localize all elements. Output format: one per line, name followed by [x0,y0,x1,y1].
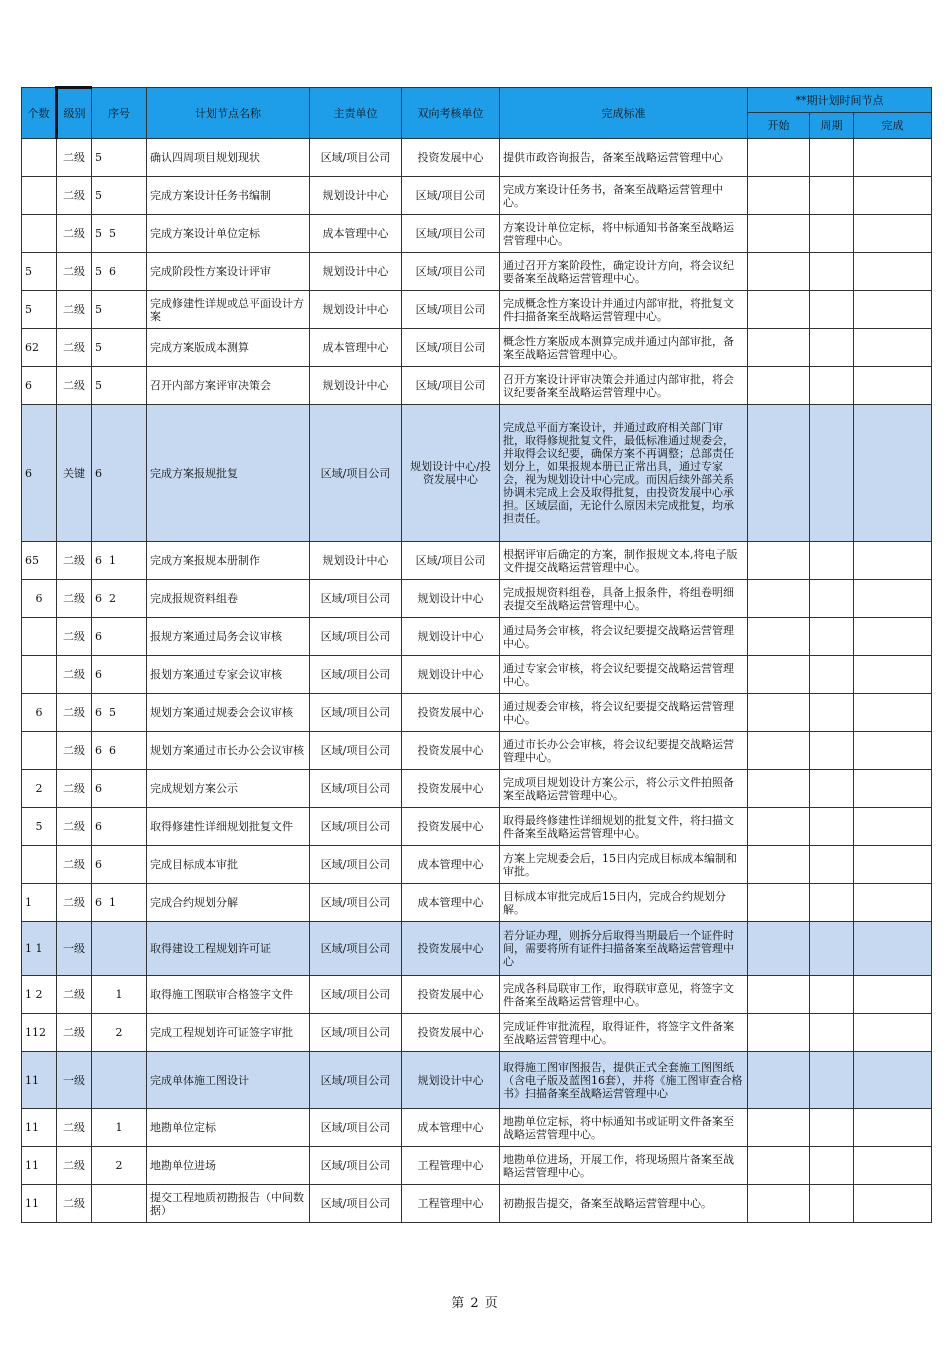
cell-evaluator: 投资发展中心 [402,1014,500,1052]
cell-finish [854,884,932,922]
cell-evaluator: 投资发展中心 [402,139,500,177]
table-row [22,808,932,846]
cell-evaluator: 工程管理中心 [402,1147,500,1185]
cell-evaluator: 区域/项目公司 [402,291,500,329]
cell-cycle [810,139,854,177]
cell-seq: 6 1 [92,884,147,922]
cell-finish [854,253,932,291]
cell-count [22,846,57,884]
plan-node-table [21,86,932,1223]
cell-seq [92,1185,147,1223]
table-row [22,976,932,1014]
cell-node-name: 取得施工图联审合格签字文件 [147,976,310,1014]
cell-cycle [810,405,854,542]
header-standard: 完成标准 [500,88,748,139]
cell-node-name: 取得修建性详细规划批复文件 [147,808,310,846]
cell-count: 2 [22,770,57,808]
cell-cycle [810,1185,854,1223]
cell-evaluator: 投资发展中心 [402,694,500,732]
cell-finish [854,922,932,976]
cell-responsible: 区域/项目公司 [310,922,402,976]
header-finish: 完成 [854,113,932,139]
cell-level: 二级 [57,367,92,405]
cell-node-name: 召开内部方案评审决策会 [147,367,310,405]
cell-node-name: 完成方案版成本测算 [147,329,310,367]
cell-finish [854,1185,932,1223]
cell-evaluator: 投资发展中心 [402,808,500,846]
cell-finish [854,1014,932,1052]
cell-seq: 5 6 [92,253,147,291]
cell-seq: 5 [92,367,147,405]
table-row [22,922,932,976]
table-row [22,846,932,884]
table-row [22,694,932,732]
table-row [22,291,932,329]
cell-standard: 完成项目规划设计方案公示，将公示文件拍照备案至战略运营管理中心。 [500,770,748,808]
cell-count [22,215,57,253]
cell-responsible: 区域/项目公司 [310,405,402,542]
cell-level: 二级 [57,884,92,922]
cell-evaluator: 投资发展中心 [402,770,500,808]
cell-cycle [810,542,854,580]
cell-count [22,618,57,656]
cell-count: 5 [22,808,57,846]
table-row [22,618,932,656]
cell-standard: 提供市政咨询报告，备案至战略运营管理中心 [500,139,748,177]
cell-count: 11 [22,1109,57,1147]
table-row [22,215,932,253]
cell-count: 6 [22,367,57,405]
cell-seq: 5 [92,329,147,367]
header-seq: 序号 [92,88,147,139]
cell-cycle [810,846,854,884]
cell-standard: 根据评审后确定的方案，制作报规文本,将电子版文件提交战略运营管理中心。 [500,542,748,580]
cell-node-name: 完成方案设计单位定标 [147,215,310,253]
cell-count [22,732,57,770]
cell-count: 6 [22,405,57,542]
cell-standard: 取得施工图审图报告，提供正式全套施工图图纸（含电子版及蓝图16套），并将《施工图审查合格书》扫描备案至战略运营管理中心 [500,1052,748,1109]
cell-level: 二级 [57,1014,92,1052]
cell-cycle [810,215,854,253]
cell-finish [854,291,932,329]
cell-node-name: 完成方案报规本册制作 [147,542,310,580]
cell-responsible: 区域/项目公司 [310,976,402,1014]
cell-start [748,1147,810,1185]
table-row [22,732,932,770]
cell-count: 112 [22,1014,57,1052]
cell-finish [854,405,932,542]
cell-seq: 2 [92,1014,147,1052]
cell-standard: 通过市长办公会审核，将会议纪要提交战略运营管理中心。 [500,732,748,770]
cell-seq [92,922,147,976]
table-row [22,139,932,177]
cell-level: 关键 [57,405,92,542]
table-row [22,1014,932,1052]
table-row [22,177,932,215]
cell-evaluator: 区域/项目公司 [402,215,500,253]
cell-standard: 取得最终修建性详细规划的批复文件，将扫描文件备案至战略运营管理中心。 [500,808,748,846]
cell-evaluator: 成本管理中心 [402,884,500,922]
cell-standard: 初勘报告提交，备案至战略运营管理中心。 [500,1185,748,1223]
cell-level: 二级 [57,1185,92,1223]
cell-cycle [810,580,854,618]
cell-finish [854,177,932,215]
cell-seq: 6 [92,656,147,694]
cell-evaluator: 规划设计中心 [402,1052,500,1109]
cell-count: 6 [22,694,57,732]
header-responsible: 主责单位 [310,88,402,139]
cell-start [748,329,810,367]
cell-node-name: 取得建设工程规划许可证 [147,922,310,976]
cell-responsible: 规划设计中心 [310,367,402,405]
table-row [22,1109,932,1147]
cell-level: 一级 [57,1052,92,1109]
cell-responsible: 成本管理中心 [310,329,402,367]
cell-start [748,922,810,976]
cell-finish [854,694,932,732]
cell-seq: 6 1 [92,542,147,580]
cell-cycle [810,770,854,808]
cell-level: 二级 [57,580,92,618]
cell-cycle [810,618,854,656]
cell-finish [854,542,932,580]
cell-cycle [810,367,854,405]
cell-level: 二级 [57,291,92,329]
cell-count: 1 1 [22,922,57,976]
cell-count: 65 [22,542,57,580]
cell-responsible: 区域/项目公司 [310,884,402,922]
cell-standard: 完成概念性方案设计并通过内部审批，将批复文件扫描备案至战略运营管理中心。 [500,291,748,329]
cell-responsible: 区域/项目公司 [310,846,402,884]
cell-level: 二级 [57,808,92,846]
cell-standard: 地勘单位定标，将中标通知书或证明文件备案至战略运营管理中心。 [500,1109,748,1147]
cell-evaluator: 规划设计中心 [402,656,500,694]
cell-node-name: 地勘单位定标 [147,1109,310,1147]
cell-seq: 6 [92,770,147,808]
cell-standard: 方案上完规委会后，15日内完成目标成本编制和审批。 [500,846,748,884]
cell-cycle [810,808,854,846]
cell-count [22,177,57,215]
cell-level: 二级 [57,694,92,732]
cell-level: 二级 [57,656,92,694]
cell-cycle [810,329,854,367]
cell-node-name: 完成目标成本审批 [147,846,310,884]
cell-level: 二级 [57,329,92,367]
cell-finish [854,1052,932,1109]
cell-finish [854,732,932,770]
cell-cycle [810,1109,854,1147]
header-start: 开始 [748,113,810,139]
table-row [22,656,932,694]
page-number: 第 2 页 [451,1296,499,1311]
cell-start [748,732,810,770]
cell-standard: 通过局务会审核，将会议纪要提交战略运营管理中心。 [500,618,748,656]
cell-start [748,1052,810,1109]
cell-responsible: 区域/项目公司 [310,770,402,808]
cell-responsible: 规划设计中心 [310,177,402,215]
cell-count: 5 [22,291,57,329]
table-row [22,329,932,367]
cell-finish [854,580,932,618]
table-row [22,580,932,618]
cell-cycle [810,656,854,694]
cell-responsible: 规划设计中心 [310,253,402,291]
header-period-group: **期计划时间节点 [748,88,932,113]
cell-evaluator: 区域/项目公司 [402,367,500,405]
cell-standard: 完成各科局联审工作，取得联审意见，将签字文件备案至战略运营管理中心。 [500,976,748,1014]
cell-responsible: 区域/项目公司 [310,1014,402,1052]
cell-finish [854,976,932,1014]
cell-node-name: 完成阶段性方案设计评审 [147,253,310,291]
cell-finish [854,656,932,694]
cell-level: 二级 [57,139,92,177]
cell-responsible: 成本管理中心 [310,215,402,253]
cell-start [748,1109,810,1147]
cell-evaluator: 成本管理中心 [402,1109,500,1147]
cell-node-name: 完成修建性详规或总平面设计方案 [147,291,310,329]
cell-node-name: 完成规划方案公示 [147,770,310,808]
cell-cycle [810,694,854,732]
cell-level: 二级 [57,177,92,215]
cell-node-name: 完成合约规划分解 [147,884,310,922]
cell-responsible: 区域/项目公司 [310,580,402,618]
cell-start [748,976,810,1014]
cell-start [748,139,810,177]
cell-seq: 1 [92,1109,147,1147]
cell-seq: 5 5 [92,215,147,253]
cell-responsible: 区域/项目公司 [310,808,402,846]
cell-node-name: 报划方案通过专家会议审核 [147,656,310,694]
cell-standard: 通过专家会审核，将会议纪要提交战略运营管理中心。 [500,656,748,694]
cell-evaluator: 区域/项目公司 [402,329,500,367]
cell-cycle [810,177,854,215]
cell-responsible: 区域/项目公司 [310,694,402,732]
cell-finish [854,1109,932,1147]
cell-seq: 6 [92,618,147,656]
cell-finish [854,367,932,405]
cell-cycle [810,1147,854,1185]
table-row [22,770,932,808]
cell-finish [854,1147,932,1185]
cell-standard: 概念性方案版成本测算完成并通过内部审批，备案至战略运营管理中心。 [500,329,748,367]
cell-count: 5 [22,253,57,291]
cell-responsible: 区域/项目公司 [310,732,402,770]
cell-finish [854,215,932,253]
cell-responsible: 区域/项目公司 [310,1147,402,1185]
cell-start [748,367,810,405]
header-evaluator: 双向考核单位 [402,88,500,139]
cell-finish [854,770,932,808]
table-row [22,1147,932,1185]
cell-seq: 5 [92,291,147,329]
table-row [22,253,932,291]
cell-seq: 6 [92,846,147,884]
header-level: 级别 [57,88,92,139]
cell-count: 11 [22,1147,57,1185]
cell-level: 二级 [57,542,92,580]
cell-seq: 2 [92,1147,147,1185]
cell-count: 11 [22,1185,57,1223]
cell-seq: 6 [92,405,147,542]
cell-level: 二级 [57,253,92,291]
cell-node-name: 完成方案报规批复 [147,405,310,542]
cell-responsible: 区域/项目公司 [310,1052,402,1109]
cell-start [748,656,810,694]
cell-level: 二级 [57,1147,92,1185]
cell-count: 62 [22,329,57,367]
cell-evaluator: 投资发展中心 [402,976,500,1014]
cell-evaluator: 规划设计中心/投资发展中心 [402,405,500,542]
header-count: 个数 [22,88,57,139]
cell-node-name: 地勘单位进场 [147,1147,310,1185]
header-node-name: 计划节点名称 [147,88,310,139]
cell-node-name: 确认四周项目规划现状 [147,139,310,177]
cell-node-name: 完成报规资料组卷 [147,580,310,618]
table-row [22,405,932,542]
cell-responsible: 区域/项目公司 [310,1109,402,1147]
cell-finish [854,618,932,656]
cell-start [748,846,810,884]
cell-evaluator: 区域/项目公司 [402,542,500,580]
cell-start [748,1185,810,1223]
cell-evaluator: 成本管理中心 [402,846,500,884]
cell-responsible: 区域/项目公司 [310,618,402,656]
cell-count [22,656,57,694]
cell-start [748,618,810,656]
cell-responsible: 规划设计中心 [310,291,402,329]
cell-evaluator: 投资发展中心 [402,732,500,770]
cell-node-name: 完成工程规划许可证签字审批 [147,1014,310,1052]
cell-level: 二级 [57,215,92,253]
table-row [22,884,932,922]
cell-cycle [810,922,854,976]
cell-start [748,1014,810,1052]
cell-count: 1 2 [22,976,57,1014]
cell-evaluator: 工程管理中心 [402,1185,500,1223]
table-row [22,1185,932,1223]
cell-start [748,405,810,542]
cell-node-name: 提交工程地质初勘报告（中间数据） [147,1185,310,1223]
cell-standard: 若分证办理，则拆分后取得当期最后一个证件时间，需要将所有证件扫描备案至战略运营管理中心 [500,922,748,976]
cell-standard: 通过规委会审核，将会议纪要提交战略运营管理中心。 [500,694,748,732]
table-row [22,542,932,580]
cell-cycle [810,291,854,329]
cell-standard: 通过召开方案阶段性，确定设计方向，将会议纪要备案至战略运营管理中心。 [500,253,748,291]
cell-cycle [810,884,854,922]
cell-start [748,542,810,580]
cell-start [748,884,810,922]
cell-finish [854,139,932,177]
cell-evaluator: 投资发展中心 [402,922,500,976]
table-body [22,139,932,1223]
cell-node-name: 规划方案通过市长办公会议审核 [147,732,310,770]
cell-seq: 1 [92,976,147,1014]
cell-standard: 召开方案设计评审决策会并通过内部审批，将会议纪要备案至战略运营管理中心。 [500,367,748,405]
cell-responsible: 区域/项目公司 [310,656,402,694]
cell-standard: 完成总平面方案设计，并通过政府相关部门审批，取得修规批复文件，最低标准通过规委会，并取得会议纪要，确保方案不再调整；总部责任划分上，如果报规本册已正常出具，通过专家会，视为规划设计中心完成。而因后续外部关系协调未完成上会及取得批复，由投资发展中心承担。区域层面，无论什么原因未完成批复，均承担责任。 [500,405,748,542]
cell-seq: 5 [92,177,147,215]
cell-start [748,177,810,215]
cell-start [748,580,810,618]
cell-cycle [810,253,854,291]
cell-level: 一级 [57,922,92,976]
cell-start [748,770,810,808]
cell-standard: 地勘单位进场，开展工作，将现场照片备案至战略运营管理中心。 [500,1147,748,1185]
cell-seq: 6 6 [92,732,147,770]
cell-responsible: 区域/项目公司 [310,1185,402,1223]
cell-cycle [810,1052,854,1109]
cell-start [748,253,810,291]
cell-seq: 6 2 [92,580,147,618]
cell-level: 二级 [57,732,92,770]
cell-cycle [810,1014,854,1052]
cell-finish [854,846,932,884]
cell-start [748,694,810,732]
cell-evaluator: 区域/项目公司 [402,177,500,215]
cell-node-name: 报规方案通过局务会议审核 [147,618,310,656]
cell-seq [92,1052,147,1109]
cell-standard: 目标成本审批完成后15日内，完成合约规划分解。 [500,884,748,922]
cell-standard: 完成报规资料组卷，具备上报条件，将组卷明细表提交至战略运营管理中心。 [500,580,748,618]
cell-finish [854,808,932,846]
cell-finish [854,329,932,367]
cell-count: 6 [22,580,57,618]
cell-evaluator: 规划设计中心 [402,618,500,656]
cell-seq: 6 [92,808,147,846]
cell-seq: 6 5 [92,694,147,732]
cell-start [748,215,810,253]
cell-node-name: 规划方案通过规委会会议审核 [147,694,310,732]
cell-level: 二级 [57,770,92,808]
cell-level: 二级 [57,618,92,656]
cell-evaluator: 区域/项目公司 [402,253,500,291]
cell-cycle [810,732,854,770]
cell-level: 二级 [57,1109,92,1147]
table-row [22,1052,932,1109]
header-cycle: 周期 [810,113,854,139]
cell-evaluator: 规划设计中心 [402,580,500,618]
cell-standard: 完成方案设计任务书，备案至战略运营管理中心。 [500,177,748,215]
table-row [22,367,932,405]
cell-responsible: 区域/项目公司 [310,139,402,177]
cell-level: 二级 [57,846,92,884]
cell-level: 二级 [57,976,92,1014]
cell-count: 1 [22,884,57,922]
cell-cycle [810,976,854,1014]
cell-standard: 完成证件审批流程，取得证件，将签字文件备案至战略运营管理中心。 [500,1014,748,1052]
cell-responsible: 规划设计中心 [310,542,402,580]
cell-start [748,808,810,846]
cell-standard: 方案设计单位定标，将中标通知书备案至战略运营管理中心。 [500,215,748,253]
cell-node-name: 完成单体施工图设计 [147,1052,310,1109]
cell-count: 11 [22,1052,57,1109]
cell-start [748,291,810,329]
cell-count [22,139,57,177]
cell-node-name: 完成方案设计任务书编制 [147,177,310,215]
cell-seq: 5 [92,139,147,177]
